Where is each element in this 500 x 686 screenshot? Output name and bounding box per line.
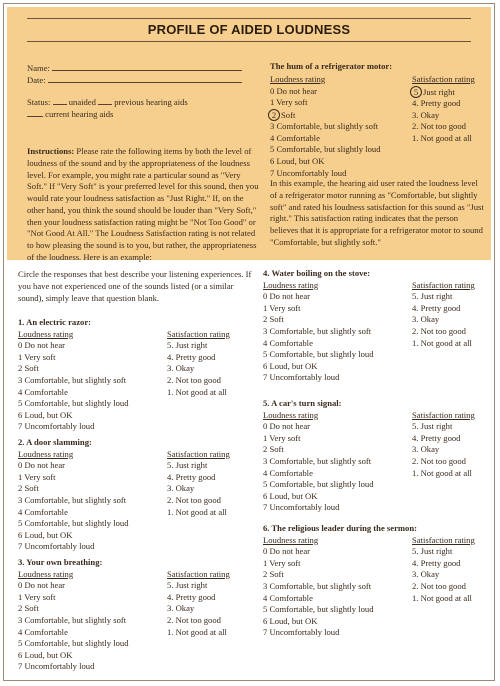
loudness-option[interactable]: 4 Comfortable (263, 337, 313, 348)
status-previous-label: previous hearing aids (114, 97, 188, 107)
loudness-header: Loudness rating (18, 568, 74, 579)
loudness-option[interactable]: 7 Uncomfortably loud (18, 421, 95, 432)
loudness-option[interactable]: 0 Do not hear (18, 580, 66, 591)
satisfaction-option[interactable]: 4. Pretty good (412, 432, 461, 443)
loudness-option[interactable]: 5 Comfortable, but slightly loud (18, 638, 129, 649)
loudness-option[interactable]: 0 Do not hear (263, 421, 311, 432)
loudness-option[interactable]: 6 Loud, but OK (263, 615, 318, 626)
satisfaction-option[interactable]: 1. Not good at all (167, 506, 227, 517)
satisfaction-option[interactable]: 4. Pretty good (167, 351, 216, 362)
loudness-option[interactable]: 3 Comfortable, but slightly soft (263, 325, 372, 336)
question-section (263, 268, 493, 383)
satisfaction-option[interactable]: 1. Not good at all (412, 337, 472, 348)
loudness-option[interactable]: 4 Comfortable (263, 592, 313, 603)
loudness-option[interactable]: 3 Comfortable, but slightly soft (263, 455, 372, 466)
loudness-options (263, 421, 374, 514)
loudness-option[interactable]: 6 Loud, but OK (18, 409, 73, 420)
satisfaction-option[interactable]: 2. Not too good (412, 580, 466, 591)
loudness-option[interactable]: 5 Comfortable, but slightly loud (18, 518, 129, 529)
satisfaction-option[interactable]: 2. Not too good (412, 455, 466, 466)
question-section (263, 398, 493, 513)
example-loudness-6: 6 Loud, but OK (270, 156, 325, 167)
status-unaided-label: unaided (68, 97, 96, 107)
question-section (18, 437, 248, 552)
satisfaction-header: Satisfaction rating (167, 568, 230, 579)
satisfaction-options (412, 421, 472, 479)
satisfaction-option[interactable]: 2. Not too good (167, 494, 221, 505)
circle-mark: 2 (268, 109, 280, 121)
name-label: Name: (27, 63, 50, 73)
satisfaction-header: Satisfaction rating (167, 328, 230, 339)
example-satisfaction-header: Satisfaction rating (412, 74, 475, 84)
question-section (18, 317, 248, 432)
question-title: 6. The religious leader during the sermon: (263, 523, 417, 533)
satisfaction-option[interactable]: 2. Not too good (167, 614, 221, 625)
satisfaction-header: Satisfaction rating (412, 409, 475, 420)
satisfaction-options (412, 546, 472, 604)
loudness-option[interactable]: 1 Very soft (18, 471, 56, 482)
intro-text: Circle the responses that best describe your listening experiences. If you have not experienced one of the sounds listed (or a similar sound), simply leave that question blank. (18, 269, 252, 303)
loudness-option[interactable]: 7 Uncomfortably loud (263, 627, 340, 638)
loudness-option[interactable]: 3 Comfortable, but slightly soft (263, 580, 372, 591)
loudness-option[interactable]: 6 Loud, but OK (18, 649, 73, 660)
loudness-option[interactable]: 2 Soft (18, 483, 39, 494)
satisfaction-option[interactable]: 3. Okay (412, 444, 440, 455)
instructions-body: Please rate the following items by both the level of loudness of the sound and by the appropriateness of the loudness level. For example, you might rate a particular sound as "Very Soft." If "Very Soft" is your preferred level for this sound, then you would rate your loudness satisfaction as "Just Right." If, on the other hand, you think the sound should be louder than "Very Soft," then your loudness satisfaction rating might be "Not Too Good" or "Not Good At All." The Loudness Satisfaction rating is not related to how pleasing the sound is to you, but rather, the appropriateness of the loudness. Here is an example: (27, 146, 259, 262)
loudness-option[interactable]: 7 Uncomfortably loud (263, 502, 340, 513)
example-loudness-4: 4 Comfortable (270, 132, 320, 143)
satisfaction-option[interactable]: 3. Okay (167, 483, 195, 494)
loudness-option[interactable]: 3 Comfortable, but slightly soft (18, 374, 127, 385)
loudness-option[interactable]: 5 Comfortable, but slightly loud (18, 398, 129, 409)
example-loudness-3: 3 Comfortable, but slightly soft (270, 121, 379, 132)
question-title: 3. Your own breathing: (18, 557, 103, 567)
loudness-option[interactable]: 2 Soft (18, 363, 39, 374)
satisfaction-header: Satisfaction rating (412, 279, 475, 290)
satisfaction-option[interactable]: 4. Pretty good (167, 471, 216, 482)
example-loudness-list (270, 86, 381, 180)
loudness-option[interactable]: 0 Do not hear (263, 291, 311, 302)
satisfaction-option[interactable]: 5. Just right (167, 340, 208, 351)
circle-mark: 5 (410, 86, 422, 98)
loudness-options (18, 340, 129, 433)
question-section (263, 523, 493, 638)
loudness-option[interactable]: 6 Loud, but OK (263, 490, 318, 501)
satisfaction-option[interactable]: 4. Pretty good (167, 591, 216, 602)
name-field[interactable] (27, 63, 242, 75)
question-title: 5. A car's turn signal: (263, 398, 342, 408)
satisfaction-option[interactable]: 3. Okay (167, 603, 195, 614)
status-line-2 (27, 109, 113, 121)
satisfaction-option[interactable]: 3. Okay (412, 314, 440, 325)
example-explanation: In this example, the hearing aid user rated the loudness level of a refrigerator motor running as "Comfortable, but slightly soft" and rated his loudness satisfaction for this sound as "Just right." This satisfaction rating indicates that the person believes that it is appropriate for a refrigerator motor to sound "Comfortable, but slightly soft." (270, 178, 484, 247)
loudness-option[interactable]: 0 Do not hear (18, 340, 66, 351)
loudness-option[interactable]: 0 Do not hear (18, 460, 66, 471)
satisfaction-option[interactable]: 5. Just right (412, 291, 453, 302)
satisfaction-option[interactable]: 1. Not good at all (412, 592, 472, 603)
page-title: PROFILE OF AIDED LOUDNESS (147, 22, 351, 37)
loudness-option[interactable]: 1 Very soft (18, 591, 56, 602)
date-label: Date: (27, 75, 46, 85)
question-section (18, 557, 248, 672)
loudness-option[interactable]: 3 Comfortable, but slightly soft (18, 614, 127, 625)
example-loudness-0: 0 Do not hear (270, 85, 318, 96)
date-blank[interactable] (48, 82, 242, 83)
satisfaction-option[interactable]: 1. Not good at all (167, 386, 227, 397)
example-loudness-5: 5 Comfortable, but slightly loud (270, 144, 381, 155)
loudness-option[interactable]: 5 Comfortable, but slightly loud (263, 479, 374, 490)
loudness-option[interactable]: 7 Uncomfortably loud (263, 372, 340, 383)
instructions-text (27, 146, 259, 264)
question-title: 2. A door slamming: (18, 437, 92, 447)
satisfaction-options (412, 291, 472, 349)
satisfaction-option[interactable]: 1. Not good at all (412, 467, 472, 478)
example-loudness-7: 7 Uncomfortably loud (270, 167, 347, 178)
satisfaction-option[interactable]: 2. Not too good (167, 374, 221, 385)
example-loudness-2-circled: 2 Soft (270, 109, 381, 122)
loudness-option[interactable]: 4 Comfortable (18, 506, 68, 517)
title-rule-top (27, 18, 471, 19)
loudness-option[interactable]: 7 Uncomfortably loud (18, 661, 95, 672)
satisfaction-option[interactable]: 4. Pretty good (412, 302, 461, 313)
satisfaction-option[interactable]: 2. Not too good (412, 325, 466, 336)
status-current-blank[interactable] (27, 116, 43, 117)
example-loudness-1: 1 Very soft (270, 97, 308, 108)
example-satisfaction-3: 3. Okay (412, 109, 440, 120)
name-blank[interactable] (52, 70, 242, 71)
date-field[interactable] (27, 75, 242, 87)
satisfaction-option[interactable]: 5. Just right (167, 460, 208, 471)
example-loudness-header: Loudness rating (270, 74, 326, 84)
loudness-option[interactable]: 2 Soft (263, 569, 284, 580)
loudness-option[interactable]: 5 Comfortable, but slightly loud (263, 349, 374, 360)
loudness-option[interactable]: 4 Comfortable (18, 386, 68, 397)
example-satisfaction-5-circled: 5 Just right (412, 86, 472, 99)
loudness-option[interactable]: 7 Uncomfortably loud (18, 541, 95, 552)
loudness-header: Loudness rating (263, 534, 319, 545)
satisfaction-option[interactable]: 3. Okay (167, 363, 195, 374)
satisfaction-option[interactable]: 4. Pretty good (412, 557, 461, 568)
satisfaction-header: Satisfaction rating (412, 534, 475, 545)
loudness-option[interactable]: 6 Loud, but OK (18, 529, 73, 540)
satisfaction-options (167, 460, 227, 518)
question-title: 4. Water boiling on the stove: (263, 268, 371, 278)
satisfaction-options (167, 580, 227, 638)
loudness-option[interactable]: 1 Very soft (263, 557, 301, 568)
satisfaction-option[interactable]: 5. Just right (412, 546, 453, 557)
loudness-option[interactable]: 4 Comfortable (18, 626, 68, 637)
loudness-header: Loudness rating (263, 409, 319, 420)
example-satisfaction-list (412, 86, 472, 145)
loudness-options (18, 580, 129, 673)
status-line-1 (27, 97, 188, 109)
instructions-label: Instructions: (27, 146, 75, 156)
loudness-header: Loudness rating (263, 279, 319, 290)
example-satisfaction-2: 2. Not too good (412, 121, 466, 132)
satisfaction-option[interactable]: 5. Just right (167, 580, 208, 591)
status-label: Status: (27, 97, 51, 107)
satisfaction-option[interactable]: 1. Not good at all (167, 626, 227, 637)
instructions-panel (7, 7, 491, 260)
loudness-options (263, 291, 374, 384)
question-title: 1. An electric razor: (18, 317, 92, 327)
example-satisfaction-1: 1. Not good at all (412, 132, 472, 143)
loudness-option[interactable]: 1 Very soft (263, 432, 301, 443)
example-satisfaction-4: 4. Pretty good (412, 98, 461, 109)
loudness-option[interactable]: 4 Comfortable (263, 467, 313, 478)
loudness-options (263, 546, 374, 639)
satisfaction-header: Satisfaction rating (167, 448, 230, 459)
loudness-option[interactable]: 5 Comfortable, but slightly loud (263, 604, 374, 615)
loudness-option[interactable]: 6 Loud, but OK (263, 360, 318, 371)
loudness-option[interactable]: 3 Comfortable, but slightly soft (18, 494, 127, 505)
loudness-options (18, 460, 129, 553)
status-unaided-blank[interactable] (53, 104, 67, 105)
title-rule-bottom (27, 41, 471, 42)
satisfaction-options (167, 340, 227, 398)
status-previous-blank[interactable] (98, 104, 112, 105)
satisfaction-option[interactable]: 3. Okay (412, 569, 440, 580)
loudness-option[interactable]: 2 Soft (263, 314, 284, 325)
satisfaction-option[interactable]: 5. Just right (412, 421, 453, 432)
loudness-option[interactable]: 2 Soft (263, 444, 284, 455)
loudness-option[interactable]: 1 Very soft (263, 302, 301, 313)
status-current-label: current hearing aids (45, 109, 114, 119)
questionnaire-sheet (3, 3, 495, 681)
loudness-option[interactable]: 1 Very soft (18, 351, 56, 362)
loudness-option[interactable]: 2 Soft (18, 603, 39, 614)
loudness-header: Loudness rating (18, 328, 74, 339)
example-title: The hum of a refrigerator motor: (270, 61, 393, 71)
loudness-header: Loudness rating (18, 448, 74, 459)
loudness-option[interactable]: 0 Do not hear (263, 546, 311, 557)
